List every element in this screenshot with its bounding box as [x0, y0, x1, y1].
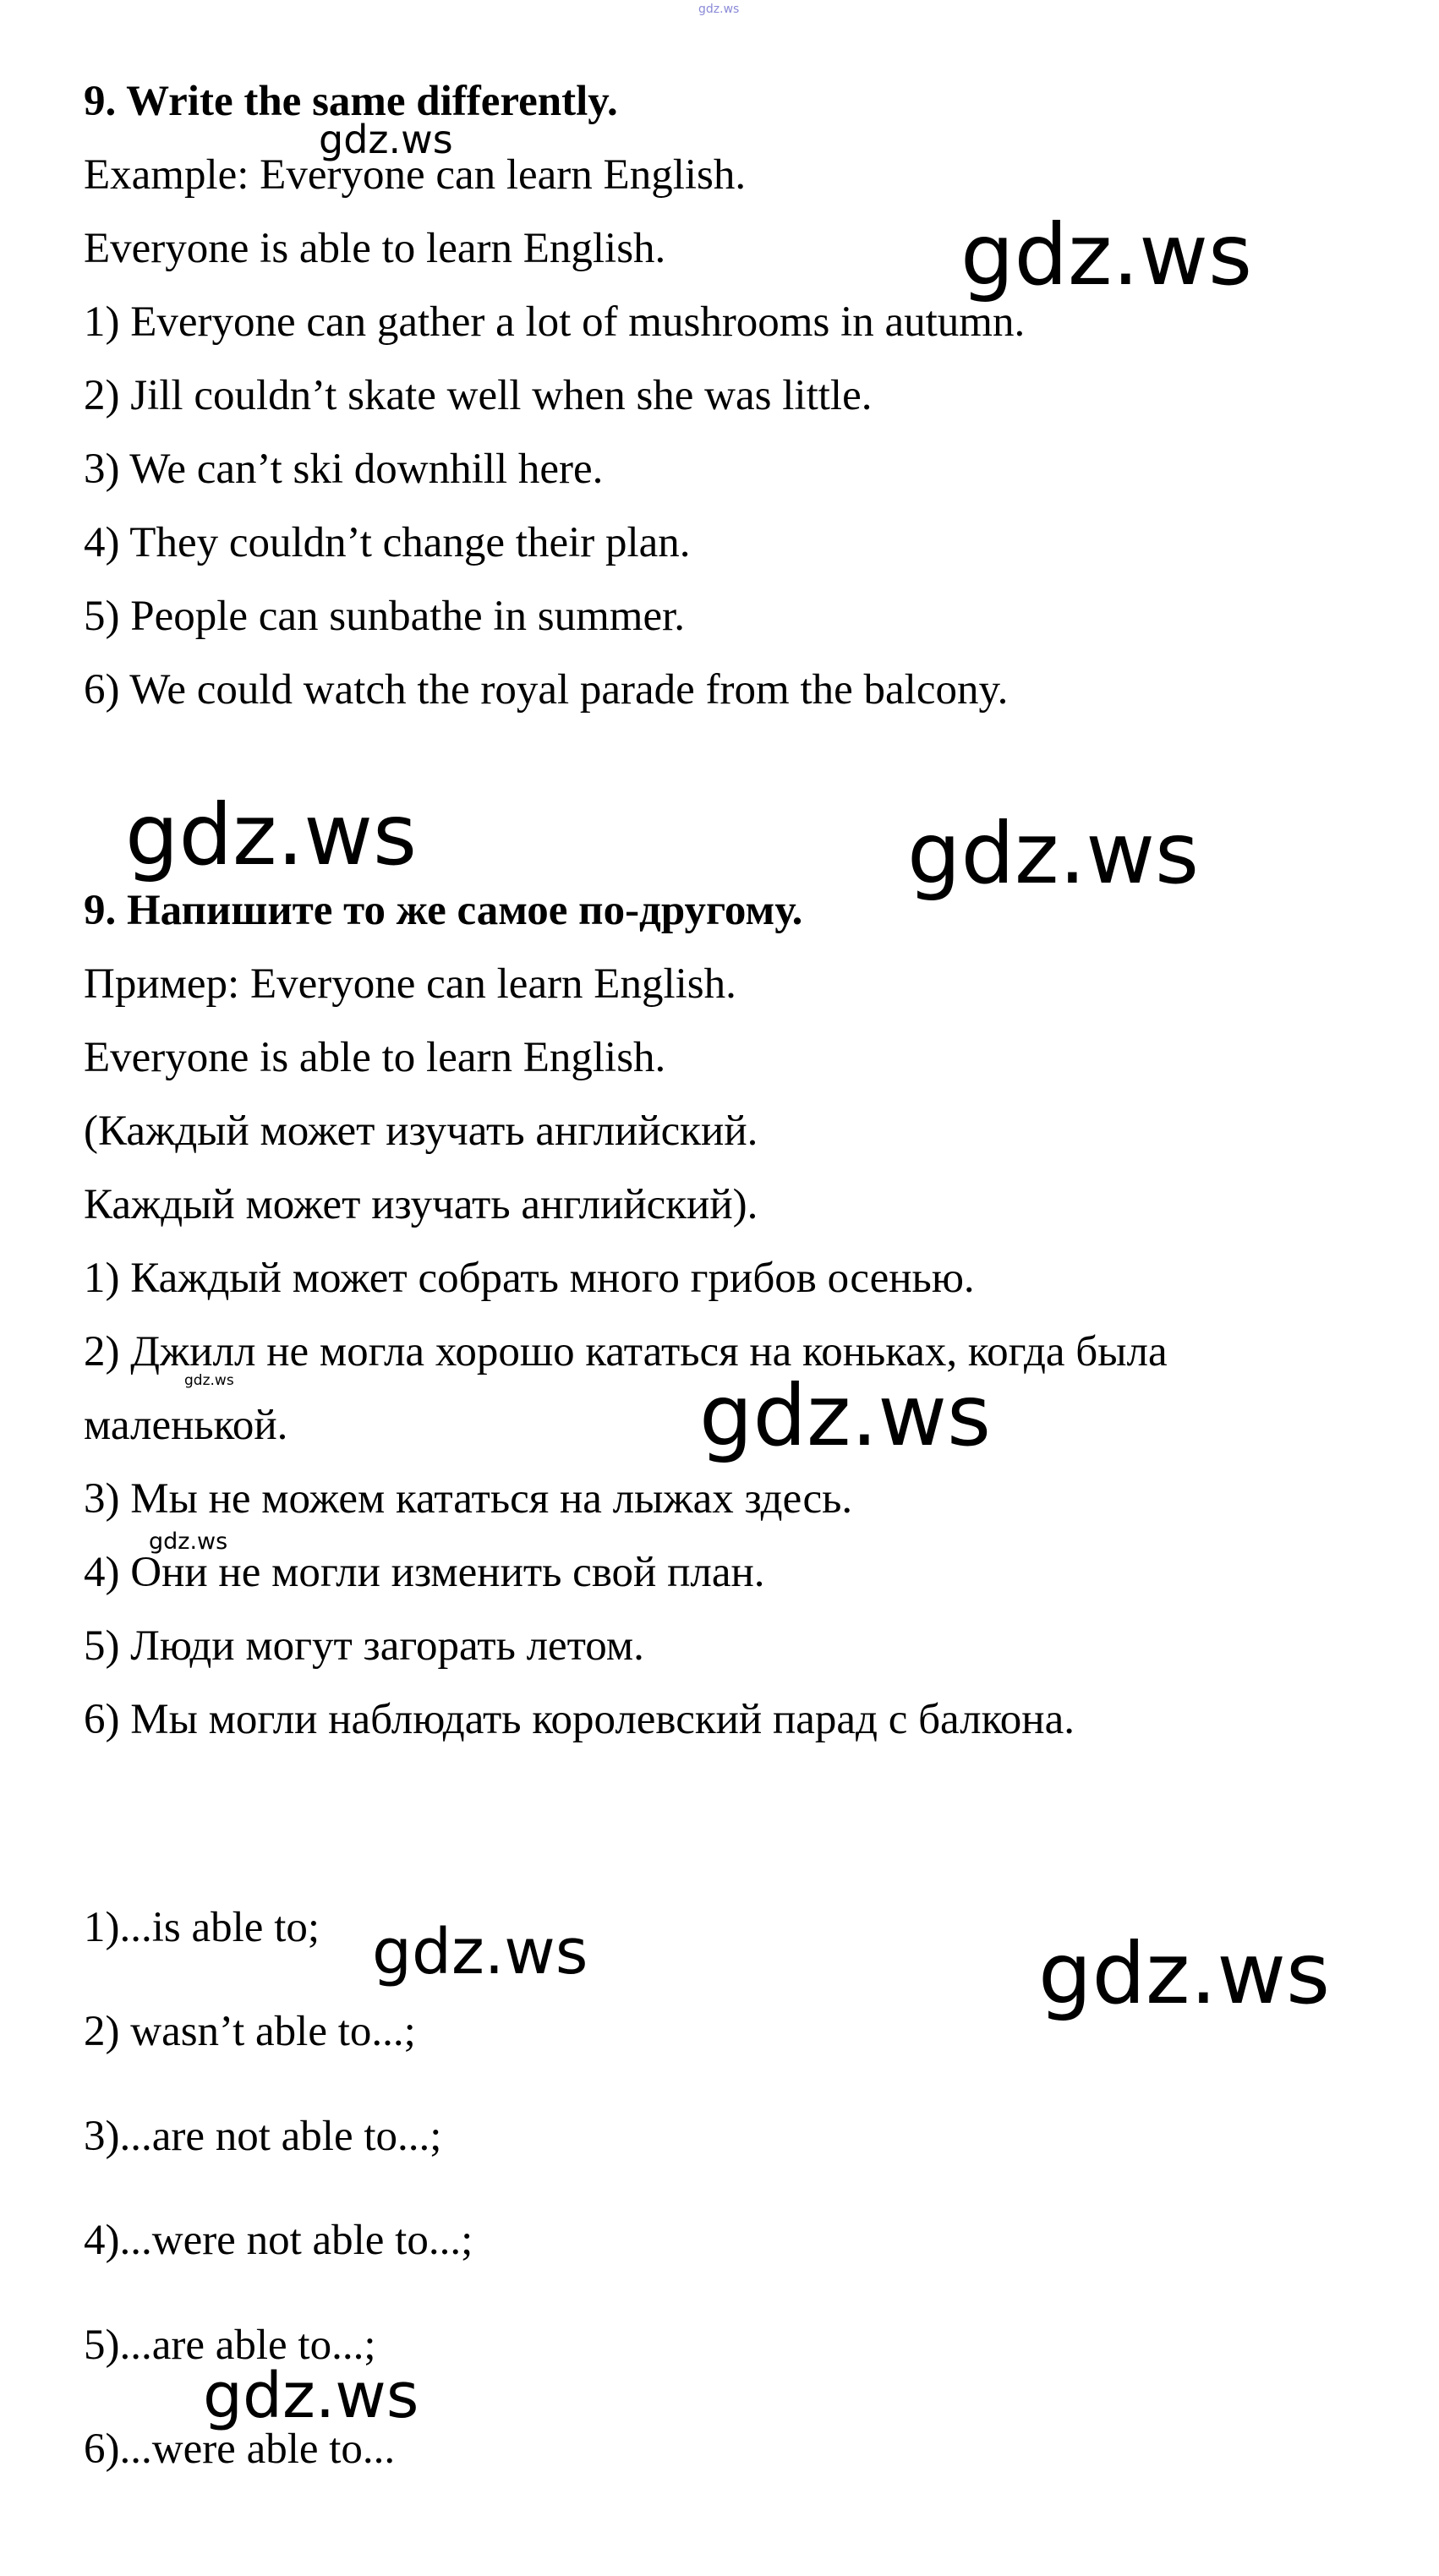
english-example-answer: Everyone is able to learn English. [84, 225, 666, 272]
watermark: gdz.ws [184, 1372, 234, 1389]
russian-example: Пример: Everyone can learn English. [84, 960, 736, 1008]
russian-translation: Каждый может изучать английский). [84, 1181, 758, 1228]
answer-line: 1)...is able to; [84, 1904, 320, 1951]
english-example: Example: Everyone can learn English. [84, 151, 747, 199]
english-item: 5) People can sunbathe in summer. [84, 593, 686, 640]
watermark: gdz.ws [907, 804, 1200, 903]
answer-line: 3)...are not able to...; [84, 2113, 442, 2160]
watermark: gdz.ws [125, 785, 418, 884]
english-item: 3) We can’t ski downhill here. [84, 446, 604, 493]
answer-line: 4)...were not able to...; [84, 2217, 473, 2264]
watermark: gdz.ws [698, 3, 740, 16]
russian-item: 2) Джилл не могла хорошо кататься на коньках, когда была [84, 1328, 1168, 1376]
english-item: 2) Jill couldn’t skate well when she was little. [84, 372, 873, 419]
english-item: 4) They couldn’t change their plan. [84, 519, 691, 566]
answer-line: 2) wasn’t able to...; [84, 2008, 416, 2055]
russian-item: 4) Они не могли изменить свой план. [84, 1549, 765, 1596]
answer-line: 6)...were able to... [84, 2426, 396, 2473]
watermark: gdz.ws [372, 1916, 588, 1988]
watermark: gdz.ws [319, 117, 453, 162]
russian-item: 5) Люди могут загорать летом. [84, 1622, 644, 1670]
watermark: gdz.ws [203, 2360, 419, 2432]
russian-title: 9. Напишите то же самое по-другому. [84, 887, 803, 934]
answer-line: 5)...are able to...; [84, 2322, 376, 2369]
watermark: gdz.ws [1038, 1924, 1331, 2023]
russian-translation: (Каждый может изучать английский. [84, 1108, 758, 1155]
watermark: gdz.ws [960, 205, 1253, 304]
english-item: 1) Everyone can gather a lot of mushrooms in autumn. [84, 298, 1026, 346]
watermark: gdz.ws [699, 1366, 992, 1465]
russian-item: 1) Каждый может собрать много грибов осенью. [84, 1255, 975, 1302]
russian-item: 6) Мы могли наблюдать королевский парад с балкона. [84, 1696, 1075, 1743]
russian-item: 3) Мы не можем кататься на лыжах здесь. [84, 1475, 853, 1523]
english-title: 9. Write the same differently. [84, 78, 618, 125]
english-item: 6) We could watch the royal parade from the balcony. [84, 666, 1009, 714]
russian-example-answer: Everyone is able to learn English. [84, 1034, 666, 1081]
russian-item: маленькой. [84, 1402, 288, 1449]
watermark: gdz.ws [149, 1529, 228, 1555]
